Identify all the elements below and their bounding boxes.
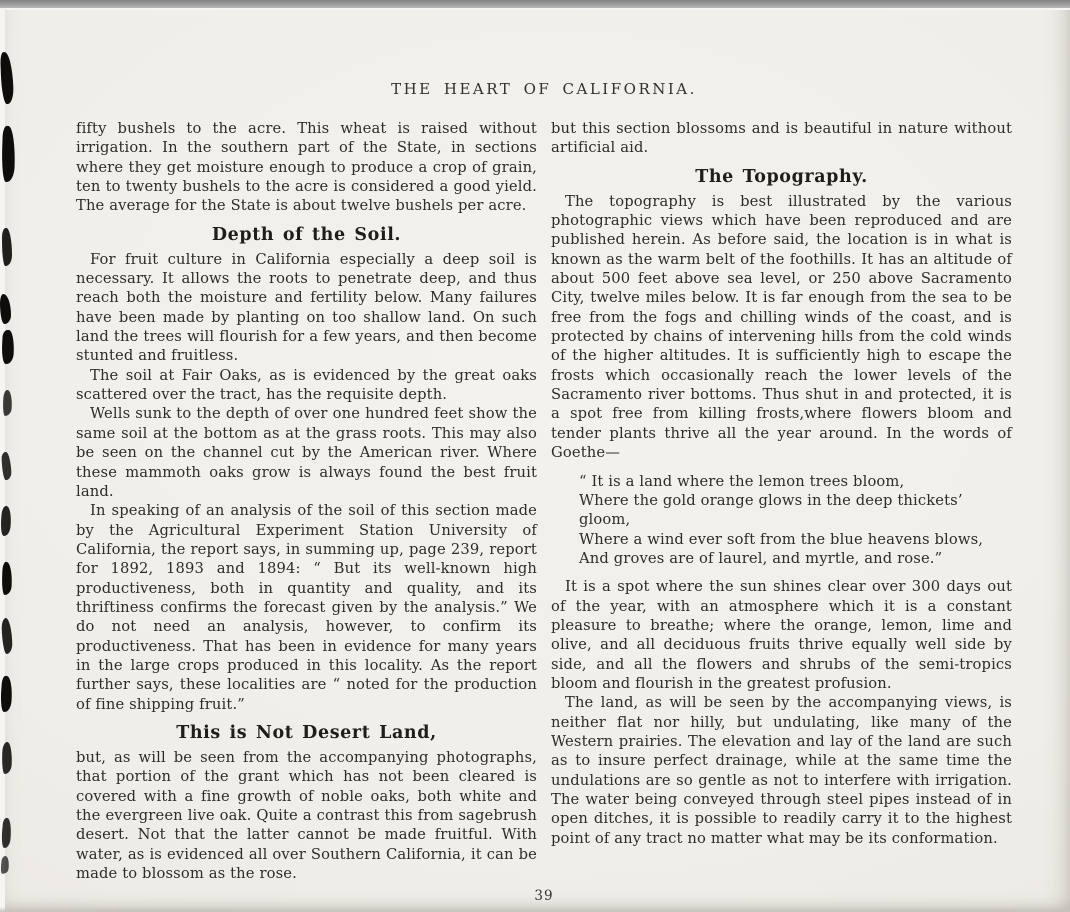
paragraph-undulating-land: The land, as will be seen by the accompanying views, is neither flat nor hilly, but undulating, like many of the Western prairies. The elevation and lay of the land are such as to insure perfect drainage, while at the same time the undulations are so gentle as not to interfere with irrigation. The water being conveyed through steel pipes instead of in open ditches, it is possible to readily carry it to the highest point of any tract no matter what may be its conformation. bbox=[551, 694, 1012, 847]
section-heading-not-desert-land: This is Not Desert Land, bbox=[176, 722, 437, 743]
right-column bbox=[551, 119, 1012, 883]
paragraph-sunshine: It is a spot where the sun shines clear over 300 days out of the year, with an atmosphere which it is a constant pleasure to breathe; where the orange, lemon, lime and olive, and all deciduous fruits thrive equally well side by side, and all the flowers and shrubs of the semi-tropics bloom and flourish in the greatest profusion. bbox=[551, 578, 1012, 692]
left-column bbox=[76, 119, 537, 883]
binding-mark bbox=[1, 742, 13, 774]
poem-line: And groves are of laurel, and myrtle, and rose.” bbox=[579, 549, 943, 567]
paragraph-wells-sunk: Wells sunk to the depth of over one hundred feet show the same soil at the bottom as at the grass roots. This may also be seen on the channel cut by the American river. Where these mammoth oaks grow is always found the best fruit land. bbox=[76, 405, 537, 500]
paragraph-fair-oaks-soil: The soil at Fair Oaks, as is evidenced by the great oaks scattered over the tract, has the requisite depth. bbox=[76, 366, 537, 404]
binding-mark bbox=[1, 818, 13, 849]
poem-line: “ It is a land where the lemon trees bloom, bbox=[579, 472, 905, 490]
paragraph-wheat-yield: fifty bushels to the acre. This wheat is raised without irrigation. In the southern part of the State, in sections where they get moisture enough to produce a crop of grain, ten to twenty bushels to the acre is considered a good yield. The average for the State is about twelve bushels per acre. bbox=[76, 120, 537, 215]
binding-mark bbox=[1, 126, 16, 182]
binding-mark bbox=[2, 228, 12, 266]
text-columns bbox=[76, 119, 1012, 883]
paragraph-blossoms: but this section blossoms and is beautiful in nature without artificial aid. bbox=[551, 120, 1012, 157]
binding-mark bbox=[1, 452, 11, 480]
paragraph-fruit-culture: For fruit culture in California especially a deep soil is necessary. It allows the roots to penetrate deep, and thus reach both the moisture and fertility below. Many failures have been made by planting on too shallow land. On such land the trees will flourish for a few years, and then become stunted and fruitless. bbox=[76, 250, 537, 365]
binding-mark bbox=[0, 506, 12, 537]
scanner-edge-bottom bbox=[0, 907, 1070, 912]
poem-line: Where a wind ever soft from the blue heavens blows, bbox=[579, 530, 984, 548]
binding-mark bbox=[0, 676, 13, 713]
page-content bbox=[76, 80, 1012, 904]
paragraph-noble-oaks: but, as will be seen from the accompanying photographs, that portion of the grant which has not been cleared is covered with a fine growth of noble oaks, both white and the evergreen live oak. Quite a contrast this from sagebrush desert. Not that the latter cannot be made fruitful. With water, as is evidenced all over Southern California, it can be made to blossom as the rose. bbox=[76, 748, 537, 883]
paragraph-topography: The topography is best illustrated by the various photographic views which have been reproduced and are published herein. As before said, the location is in what is known as the warm belt of the foothills. It has an altitude of about 500 feet above sea level, or 250 above Sacramento City, twelve miles below. It is far enough from the sea to be free from the fogs and chilling winds of the coast, and is protected by chains of intervening hills from the cold winds of the higher altitudes. It is sufficiently high to escape the frosts which occasionally reach the lower levels of the Sacramento river bottoms. Thus shut in and protected, it is a spot free from killing frosts,where flowers bloom and tender plants thrive all the year around. In the words of Goethe— bbox=[551, 192, 1012, 462]
binding-mark bbox=[0, 856, 10, 875]
scanner-edge-top bbox=[0, 0, 1070, 10]
section-heading-depth-of-the-soil: Depth of the Soil. bbox=[211, 224, 402, 245]
binding-mark bbox=[1, 562, 13, 595]
paragraph-soil-analysis: In speaking of an analysis of the soil of this section made by the Agricultural Experiment Station University of California, the report says, in summing up, page 239, report for 1892, 1893 and 1894: “ But its well-known high productiveness, both in quantity and quality, and its thriftiness confirms the forecast given by the analysis.” We do not need an analysis, however, to confirm its productiveness. That has been in evidence for many years in the large crops produced in this locality. As the report further says, these localities are “ noted for the production of fine shipping fruit.” bbox=[76, 502, 537, 713]
section-heading-the-topography: The Topography. bbox=[695, 166, 868, 187]
binding-mark bbox=[1, 618, 12, 654]
binding-mark bbox=[1, 330, 15, 365]
page-number: 39 bbox=[534, 888, 554, 905]
binding-mark bbox=[2, 390, 13, 417]
binding-mark bbox=[0, 294, 11, 324]
poem-line: Where the gold orange glows in the deep thickets’ gloom, bbox=[579, 491, 963, 529]
running-head: THE HEART OF CALIFORNIA. bbox=[391, 80, 697, 98]
goethe-quote-poem bbox=[579, 472, 1012, 569]
